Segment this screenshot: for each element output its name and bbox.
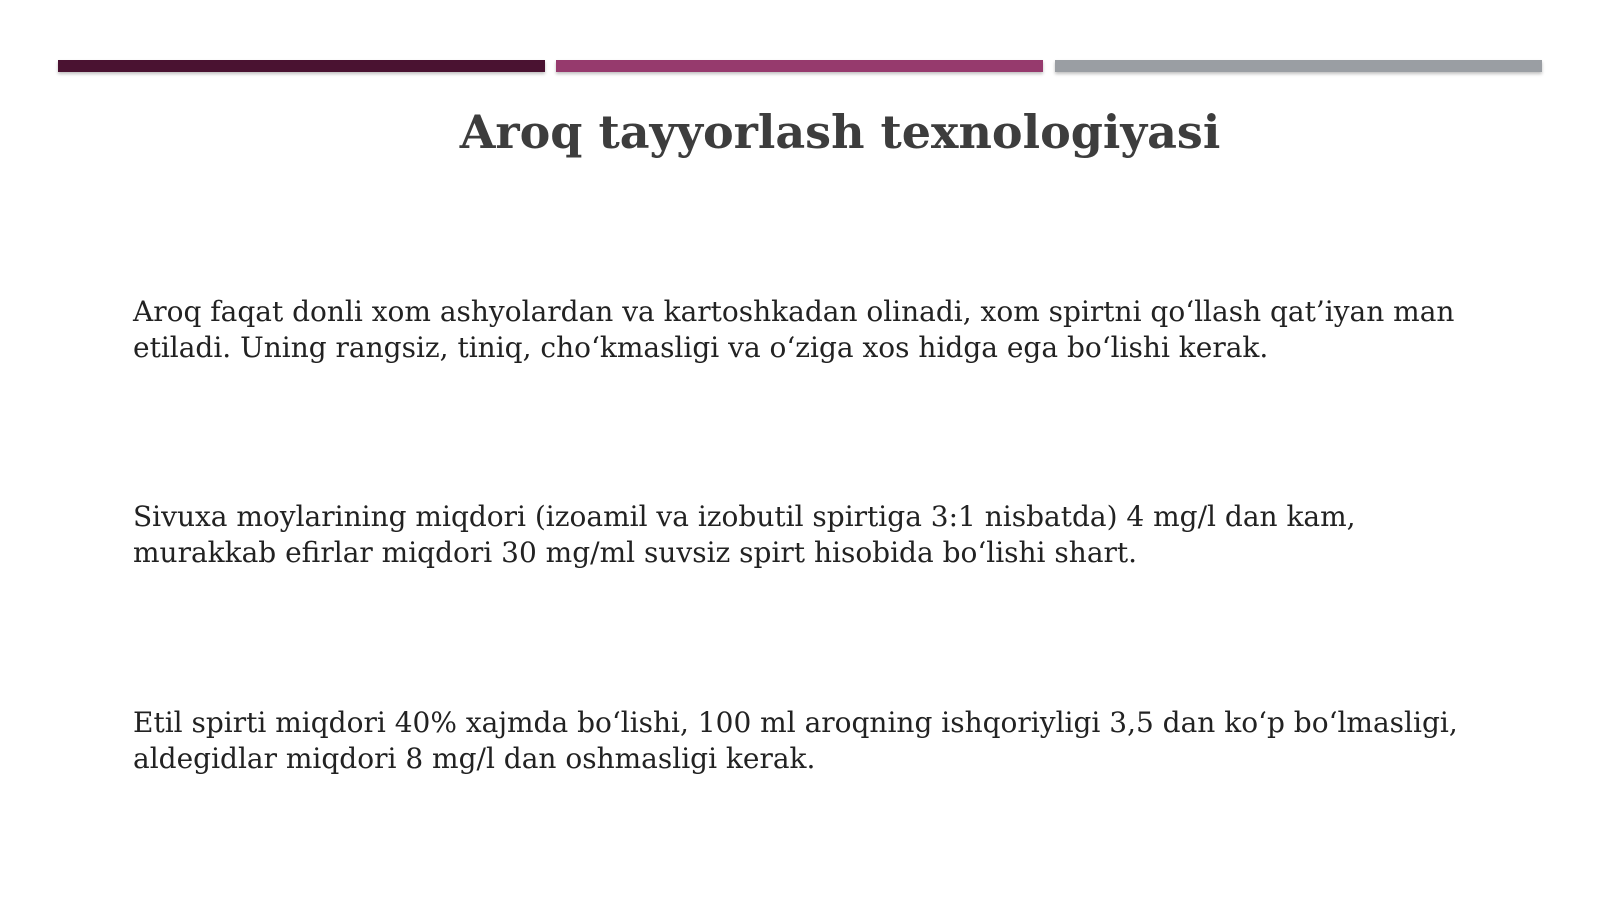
body-paragraph-2: Sivuxa moylarining miqdori (izoamil va izobutil spirtiga 3:1 nisbatda) 4 mg/l dan kam, murakkab efirlar miqdori 30 mg/ml suvsiz spirt hisobida bo‘lishi shart. — [133, 500, 1356, 569]
body-paragraph-3: Etil spirti miqdori 40% xajmda bo‘lishi, 100 ml aroqning ishqoriyligi 3,5 dan ko‘p bo‘lmasligi, aldegidlar miqdori 8 mg/l dan oshmasligi kerak. — [133, 706, 1458, 775]
accent-bar-gray — [1055, 60, 1542, 72]
accent-bar-dark — [58, 60, 545, 72]
body-paragraph-1: Aroq faqat donli xom ashyolardan va kartoshkadan olinadi, xom spirtni qo‘llash qat’iyan man etiladi. Uning rangsiz, tiniq, cho‘kmasligi va o‘ziga xos hidga ega bo‘lishi kerak. — [133, 295, 1455, 364]
slide-title: Aroq tayyorlash texnologiyasi — [459, 105, 1221, 159]
accent-bar-magenta — [556, 60, 1043, 72]
